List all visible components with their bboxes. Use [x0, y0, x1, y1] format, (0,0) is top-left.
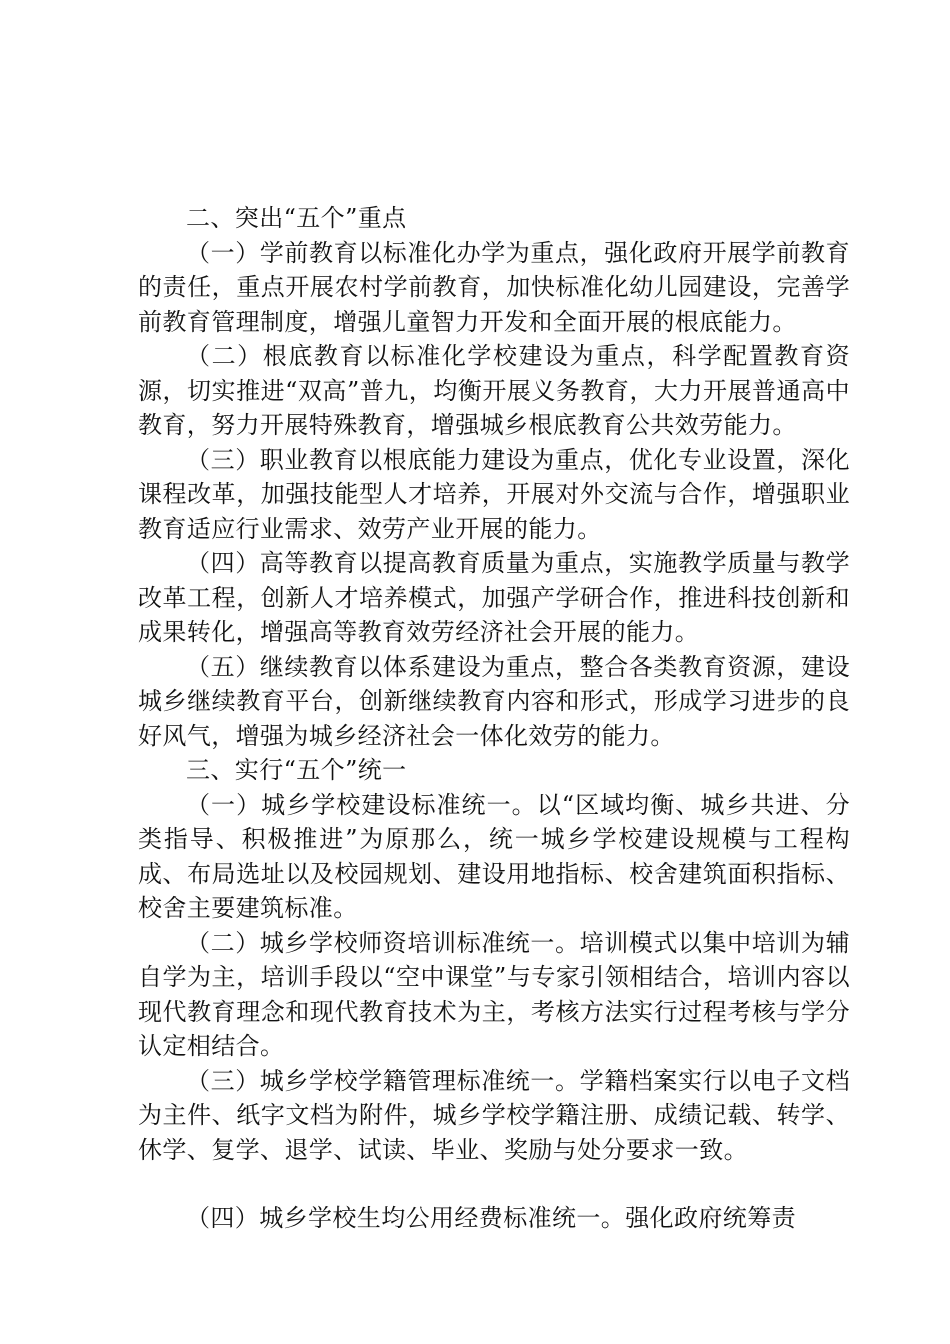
paragraph-3-2: （二）城乡学校师资培训标准统一。培训模式以集中培训为辅自学为主，培训手段以“空中课堂”与专家引领相结合，培训内容以现代教育理念和现代教育技术为主，考核方法实行过程考核与学分认定相结合。 — [138, 928, 850, 1060]
paragraph-3-1: （一）城乡学校建设标准统一。以“区域均衡、城乡共进、分类指导、积极推进”为原那么，统一城乡学校建设规模与工程构成、布局选址以及校园规划、建设用地指标、校舍建筑面积指标、校舍主要建筑标准。 — [138, 790, 850, 922]
paragraph-gap — [138, 1167, 850, 1201]
paragraph-2-3: （三）职业教育以根底能力建设为重点，优化专业设置，深化课程改革，加强技能型人才培养，开展对外交流与合作，增强职业教育适应行业需求、效劳产业开展的能力。 — [138, 445, 850, 543]
paragraph-2-2: （二）根底教育以标准化学校建设为重点，科学配置教育资源，切实推进“双高”普九，均衡开展义务教育，大力开展普通高中教育，努力开展特殊教育，增强城乡根底教育公共效劳能力。 — [138, 342, 850, 439]
section-heading-3: 三、实行“五个”统一 — [186, 756, 407, 784]
section-heading-2: 二、突出“五个”重点 — [186, 204, 407, 232]
paragraph-3-4: （四）城乡学校生均公用经费标准统一。强化政府统筹责 — [186, 1204, 796, 1232]
paragraph-2-5: （五）继续教育以体系建设为重点，整合各类教育资源，建设城乡继续教育平台，创新继续教育内容和形式，形成学习进步的良好风气，增强为城乡经济社会一体化效劳的能力。 — [138, 652, 850, 750]
paragraph-2-1: （一）学前教育以标准化办学为重点，强化政府开展学前教育的责任，重点开展农村学前教育，加快标准化幼儿园建设，完善学前教育管理制度，增强儿童智力开发和全面开展的根底能力。 — [138, 238, 850, 336]
paragraph-3-3: （三）城乡学校学籍管理标准统一。学籍档案实行以电子文档为主件、纸字文档为附件，城乡学校学籍注册、成绩记载、转学、休学、复学、退学、试读、毕业、奖励与处分要求一致。 — [138, 1066, 850, 1164]
document-body — [138, 201, 850, 1236]
paragraph-2-4: （四）高等教育以提高教育质量为重点，实施教学质量与教学改革工程，创新人才培养模式，加强产学研合作，推进科技创新和成果转化，增强高等教育效劳经济社会开展的能力。 — [138, 549, 850, 646]
